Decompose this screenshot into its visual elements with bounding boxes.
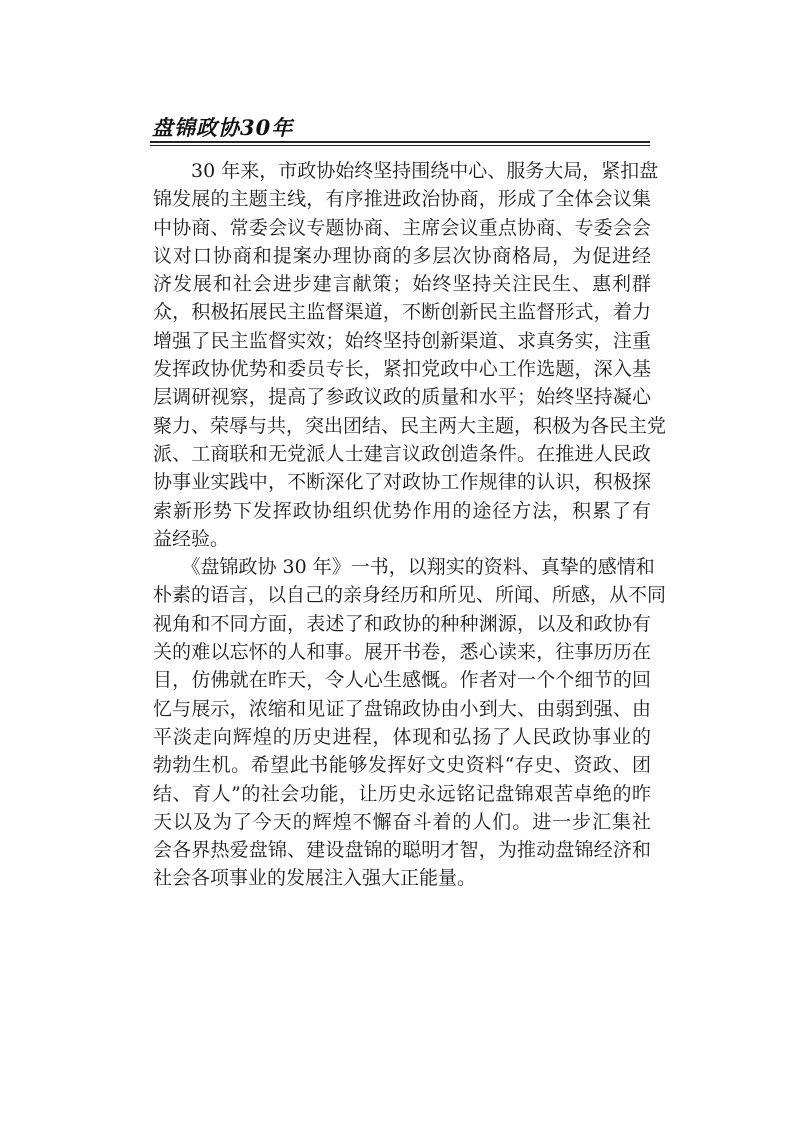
text-line: 结、育人”的社会功能，让历史永远铭记盘锦艰苦卓绝的昨 <box>153 782 651 805</box>
text-line: 济发展和社会进步建言献策；始终坚持关注民生、惠利群 <box>153 273 651 296</box>
running-header-title: 盘锦政协30年 <box>152 115 294 140</box>
text-line: 平淡走向辉煌的历史进程，体现和弘扬了人民政协事业的 <box>153 725 651 748</box>
header-rule-thick <box>150 141 650 143</box>
text-line: 议对口协商和提案办理协商的多层次协商格局，为促进经 <box>153 244 651 267</box>
text-line: 众，积极拓展民主监督渠道，不断创新民主监督形式，着力 <box>153 301 651 324</box>
text-line: 社会各项事业的发展注入强大正能量。 <box>153 867 477 890</box>
text-line: 协事业实践中，不断深化了对政协工作规律的认识，积极探 <box>153 471 651 494</box>
body-text <box>153 157 667 893</box>
text-line: 锦发展的主题主线，有序推进政治协商，形成了全体会议集 <box>153 188 651 211</box>
text-line: 增强了民主监督实效；始终坚持创新渠道、求真务实，注重 <box>153 329 651 352</box>
paragraph-1 <box>153 157 667 553</box>
text-line: 视角和不同方面，表述了和政协的种种渊源，以及和政协有 <box>153 612 651 635</box>
text-line: 忆与展示，浓缩和见证了盘锦政协由小到大、由弱到强、由 <box>153 697 651 720</box>
header-rule-thin <box>150 145 650 146</box>
text-line: 会各界热爱盘锦、建设盘锦的聪明才智，为推动盘锦经济和 <box>153 839 651 862</box>
text-line: 层调研视察，提高了参政议政的质量和水平；始终坚持凝心 <box>153 386 651 409</box>
text-line: 《盘锦政协 30 年》一书，以翔实的资料、真挚的感情和 <box>153 556 655 579</box>
text-line: 派、工商联和无党派人士建言议政创造条件。在推进人民政 <box>153 442 651 465</box>
text-line: 朴素的语言，以自己的亲身经历和所见、所闻、所感，从不同 <box>153 584 667 607</box>
text-line: 聚力、荣辱与共，突出团结、民主两大主题，积极为各民主党 <box>153 414 667 437</box>
text-line: 目，仿佛就在昨天，令人心生感慨。作者对一个个细节的回 <box>153 669 651 692</box>
text-line: 益经验。 <box>153 527 230 550</box>
text-line: 勃勃生机。希望此书能够发挥好文史资料“存史、资政、团 <box>153 754 651 777</box>
text-line: 中协商、常委会议专题协商、主席会议重点协商、专委会会 <box>153 216 651 239</box>
text-line: 30 年来，市政协始终坚持围绕中心、服务大局，紧扣盘 <box>153 160 659 182</box>
paragraph-2 <box>153 553 667 893</box>
text-line: 发挥政协优势和委员专长，紧扣党政中心工作选题，深入基 <box>153 358 651 381</box>
text-line: 关的难以忘怀的人和事。展开书卷，悉心读来，往事历历在 <box>153 641 651 664</box>
text-line: 索新形势下发挥政协组织优势作用的途径方法，积累了有 <box>153 499 651 522</box>
text-line: 天以及为了今天的辉煌不懈奋斗着的人们。进一步汇集社 <box>153 810 651 833</box>
